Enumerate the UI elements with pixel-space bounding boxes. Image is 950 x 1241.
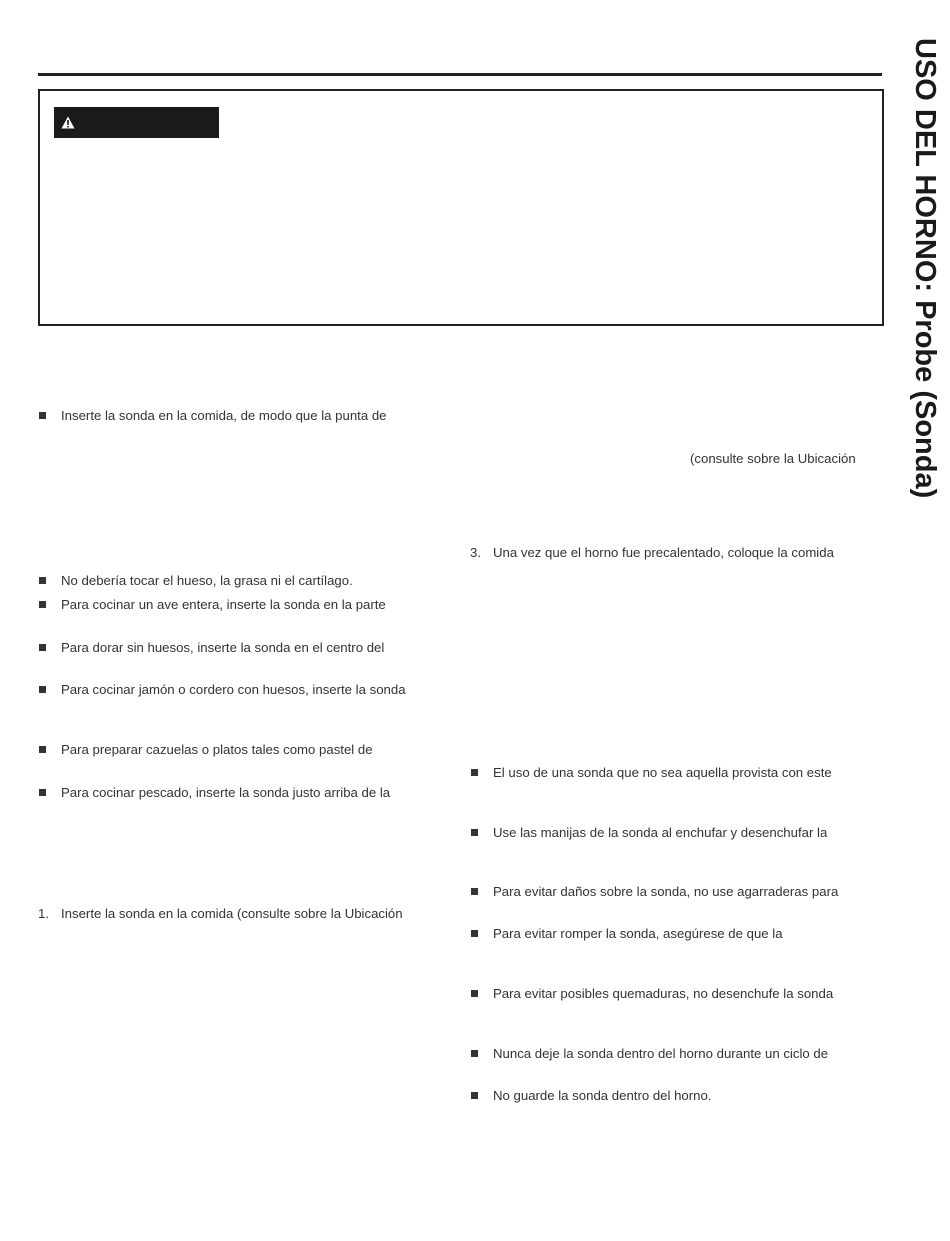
list-item: Inserte la sonda en la comida, de modo que la punta de xyxy=(61,408,387,423)
warning-box xyxy=(38,89,884,326)
top-rule xyxy=(38,73,882,76)
list-item: Para evitar daños sobre la sonda, no use agarraderas para xyxy=(493,884,839,899)
list-item: No debería tocar el hueso, la grasa ni el cartílago. xyxy=(61,573,353,588)
step-number: 1. xyxy=(38,906,49,921)
list-item: Use las manijas de la sonda al enchufar y desenchufar la xyxy=(493,825,828,840)
section-title: USO DEL HORNO: Probe (Sonda) xyxy=(909,38,941,499)
bullet-marker xyxy=(39,789,46,796)
list-item: Para cocinar pescado, inserte la sonda justo arriba de la xyxy=(61,785,391,800)
list-item: Para cocinar un ave entera, inserte la sonda en la parte xyxy=(61,597,386,612)
bullet-marker xyxy=(39,644,46,651)
bullet-marker xyxy=(39,746,46,753)
list-item: Para evitar romper la sonda, asegúrese de que la xyxy=(493,926,783,941)
bullet-marker xyxy=(471,930,478,937)
bullet-marker xyxy=(471,1050,478,1057)
list-item: El uso de una sonda que no sea aquella provista con este xyxy=(493,765,832,780)
bullet-marker xyxy=(471,888,478,895)
list-item: Para preparar cazuelas o platos tales como pastel de xyxy=(61,742,373,757)
list-item: Para cocinar jamón o cordero con huesos, inserte la sonda xyxy=(61,682,406,697)
list-item: Nunca deje la sonda dentro del horno durante un ciclo de xyxy=(493,1046,829,1061)
list-item: Para dorar sin huesos, inserte la sonda en el centro del xyxy=(61,640,385,655)
step-item: Una vez que el horno fue precalentado, coloque la comida xyxy=(493,545,834,560)
list-item: No guarde la sonda dentro del horno. xyxy=(493,1088,712,1103)
bullet-marker xyxy=(471,1092,478,1099)
bullet-marker xyxy=(39,577,46,584)
bullet-marker xyxy=(39,686,46,693)
text-fragment: (consulte sobre la Ubicación xyxy=(690,451,856,466)
bullet-marker xyxy=(471,829,478,836)
list-item: Para evitar posibles quemaduras, no desenchufe la sonda xyxy=(493,986,834,1001)
step-item: Inserte la sonda en la comida (consulte sobre la Ubicación xyxy=(61,906,403,921)
step-number: 3. xyxy=(470,545,481,560)
bullet-marker xyxy=(39,412,46,419)
bullet-marker xyxy=(471,769,478,776)
warning-triangle-icon xyxy=(61,116,75,129)
warning-label xyxy=(54,107,219,138)
bullet-marker xyxy=(39,601,46,608)
bullet-marker xyxy=(471,990,478,997)
